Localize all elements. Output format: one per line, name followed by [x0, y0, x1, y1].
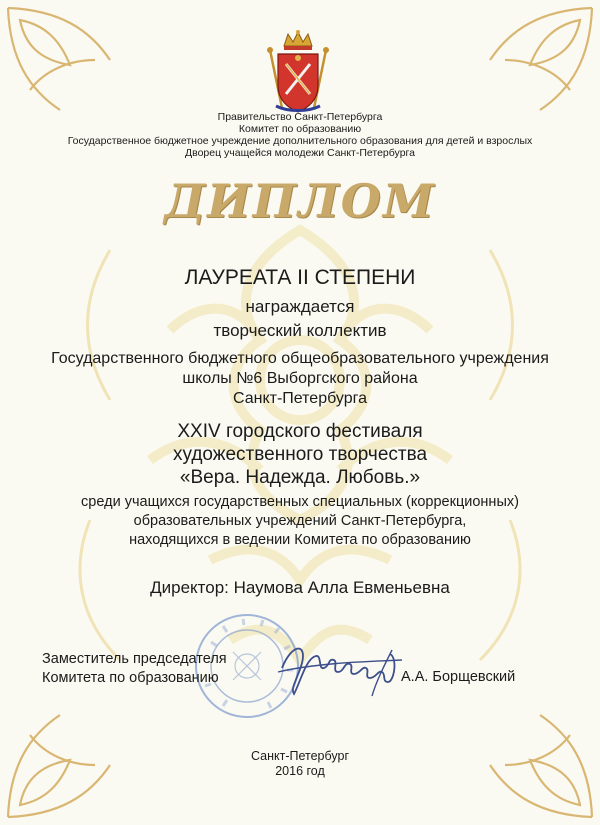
collective-text: творческий коллектив — [213, 321, 387, 340]
footer-year: 2016 год — [275, 764, 325, 778]
institution-line-1: Государственного бюджетного общеобразовательного учреждения — [51, 350, 549, 367]
participants-line-1: среди учащихся государственных специальных (коррекционных) — [81, 494, 519, 510]
footer-city: Санкт-Петербург — [250, 749, 350, 763]
header-committee: Комитет по образованию — [238, 123, 362, 135]
institution-line-2: школы №6 Выборгского района — [182, 370, 418, 387]
header-government: Правительство Санкт-Петербурга — [217, 111, 383, 123]
festival-line-2: художественного творчества — [172, 444, 428, 465]
signer-position-line-2: Комитета по образованию — [42, 670, 219, 686]
handwritten-signature-icon — [272, 638, 412, 698]
header-institution: Государственное бюджетное учреждение дополнительного образования для детей и взрослых — [67, 135, 533, 147]
diploma-title: ДИПЛОМ — [164, 174, 436, 228]
festival-line-3: «Вера. Надежда. Любовь.» — [179, 467, 421, 488]
header-palace: Дворец учащейся молодежи Санкт-Петербурга — [185, 147, 415, 159]
signer-name: А.А. Борщевский — [401, 669, 516, 685]
signer-position-line-1: Заместитель председателя — [42, 651, 227, 667]
participants-line-2: образовательных учреждений Санкт-Петербурга, — [133, 513, 467, 529]
coat-of-arms-icon — [262, 28, 334, 114]
degree-heading: ЛАУРЕАТА II СТЕПЕНИ — [184, 266, 416, 289]
awarded-text: награждается — [245, 297, 355, 316]
festival-line-1: XXIV городского фестиваля — [177, 421, 423, 442]
director-line: Директор: Наумова Алла Евменьевна — [150, 578, 450, 597]
institution-line-3: Санкт-Петербурга — [232, 390, 368, 407]
participants-line-3: находящихся в ведении Комитета по образованию — [129, 532, 471, 548]
